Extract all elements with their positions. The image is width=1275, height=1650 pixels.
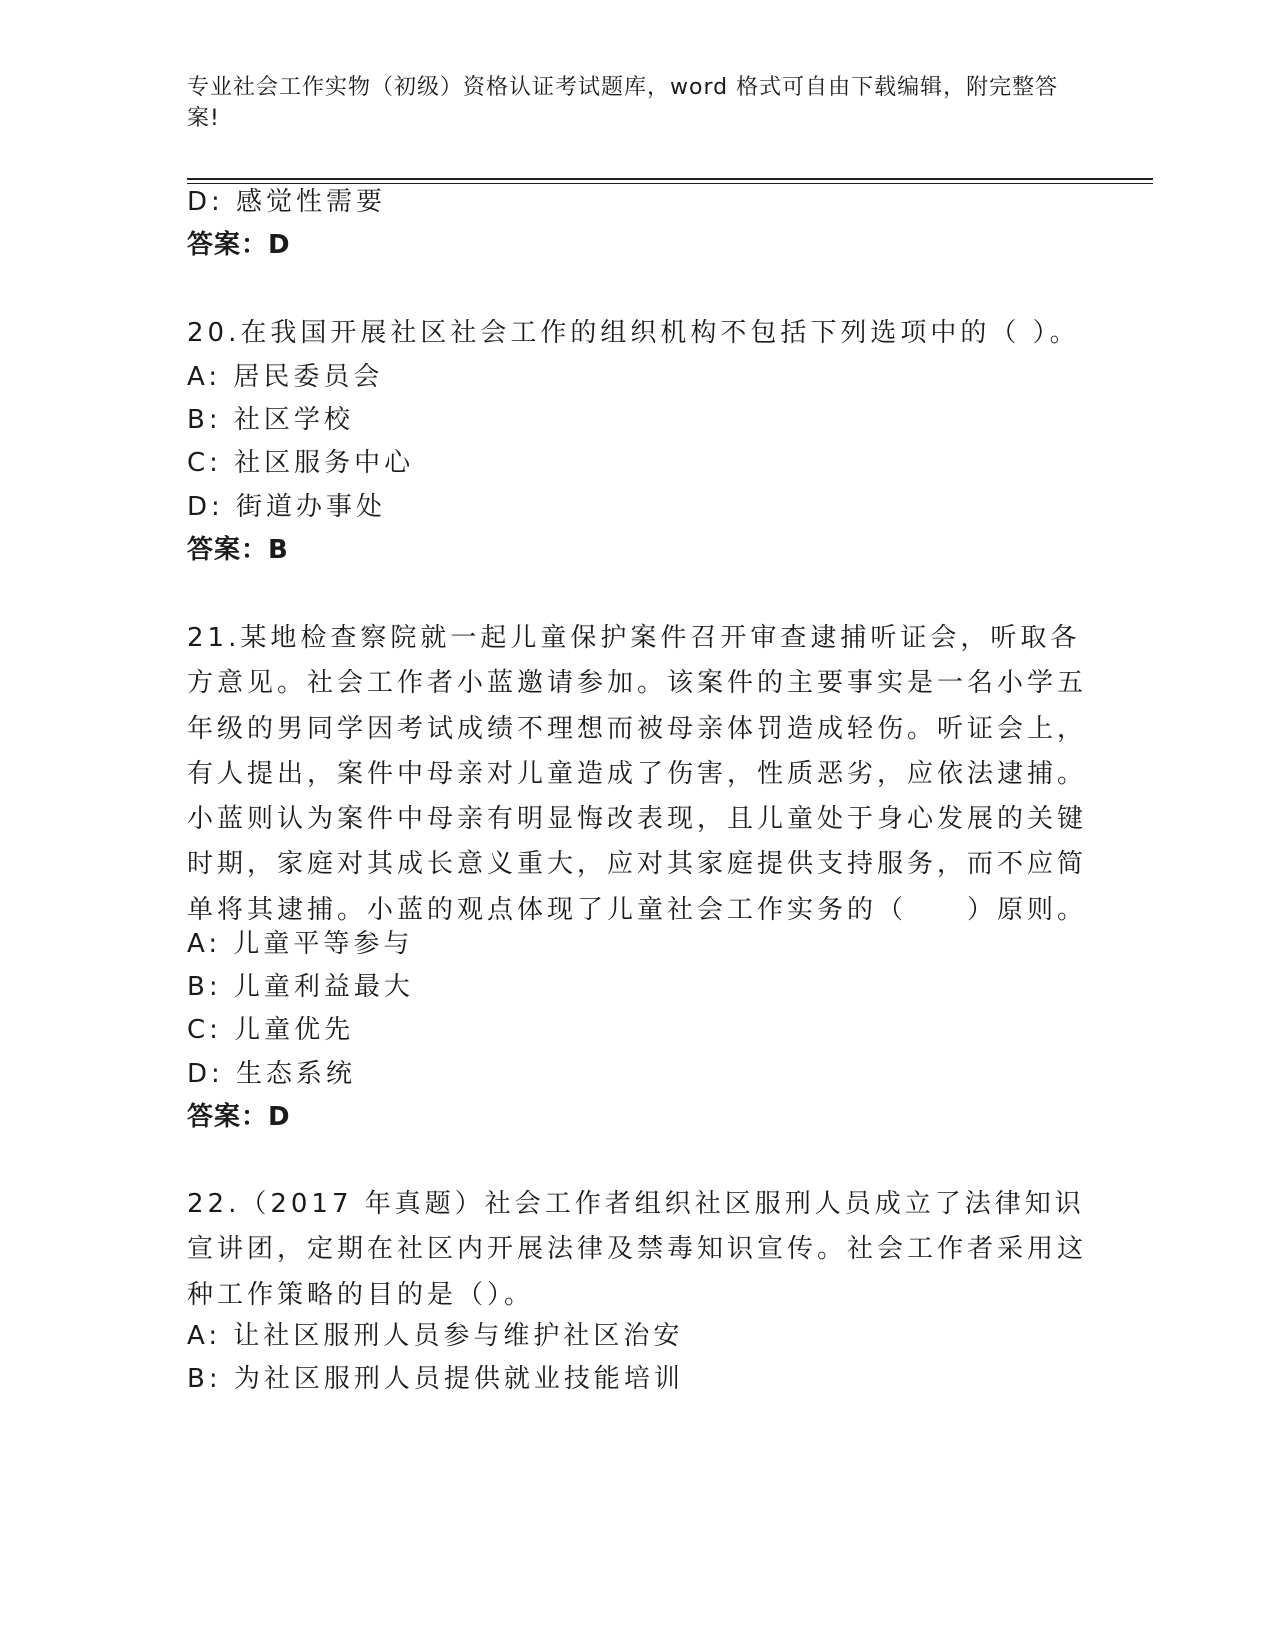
answer: 答案：D xyxy=(187,230,291,260)
question-22-option-b: B: 为社区服刑人员提供就业技能培训 xyxy=(187,1364,684,1394)
question-21-option-d: D: 生态系统 xyxy=(187,1059,357,1089)
question-20-option-b: B: 社区学校 xyxy=(187,405,354,435)
document-header: 专业社会工作实物（初级）资格认证考试题库，word 格式可自由下载编辑，附完整答案! xyxy=(187,75,1059,131)
question-21-stem: 21.某地检查察院就一起儿童保护案件召开审查逮捕听证会，听取各方意见。社会工作者小蓝邀请参加。该案件的主要事实是一名小学五年级的男同学因考试成绩不理想而被母亲体罚造成轻伤。听证会上，有人提出，案件中母亲对儿童造成了伤害，性质恶劣，应依法逮捕。小蓝则认为案件中母亲有明显悔改表现，且儿童处于身心发展的关键时期，家庭对其成长意义重大，应对其家庭提供支持服务，而不应简单将其逮捕。小蓝的观点体现了儿童社会工作实务的（ ）原则。 xyxy=(187,623,1088,925)
question-20-stem: 20.在我国开展社区社会工作的组织机构不包括下列选项中的（ ）。 xyxy=(187,318,1080,348)
question-21-option-b: B: 儿童利益最大 xyxy=(187,972,414,1002)
question-20-option-c: C: 社区服务中心 xyxy=(187,448,415,478)
question-20-option-a: A: 居民委员会 xyxy=(187,362,384,392)
question-20-answer: 答案：B xyxy=(187,535,289,565)
question-22-option-a: A: 让社区服刑人员参与维护社区治安 xyxy=(187,1321,684,1351)
question-21-option-a: A: 儿童平等参与 xyxy=(187,929,414,959)
question-21-option-c: C: 儿童优先 xyxy=(187,1015,355,1045)
option-d: D: 感觉性需要 xyxy=(187,187,387,217)
question-21-answer: 答案：D xyxy=(187,1102,291,1132)
question-20-option-d: D: 街道办事处 xyxy=(187,492,387,522)
question-22-stem: 22.（2017 年真题）社会工作者组织社区服刑人员成立了法律知识宣讲团，定期在社区内开展法律及禁毒知识宣传。社会工作者采用这种工作策略的目的是（）。 xyxy=(187,1189,1088,1310)
